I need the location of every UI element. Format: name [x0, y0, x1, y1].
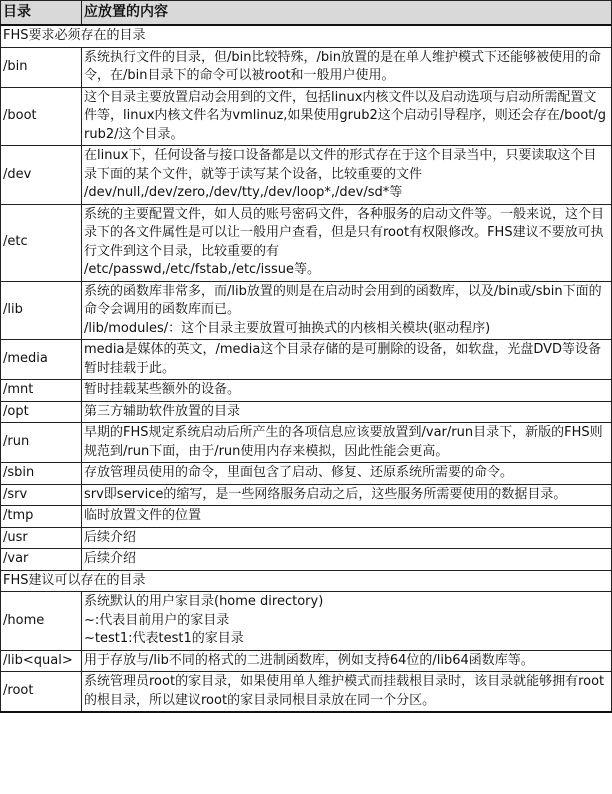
header-content: 应放置的内容 [82, 1, 612, 26]
directory-cell: /usr [1, 527, 82, 549]
description-line: 这个目录主要放置启动会用到的文件，包括linux内核文件以及启动选项与启动所需配置文件等，linux内核文件名为vmlinuz,如果使用grub2这个启动引导程序，则还会存在/boot/grub2/这个目录。 [84, 89, 607, 142]
directory-cell: /lib [1, 281, 82, 340]
table-row [1, 340, 612, 380]
description-cell [82, 47, 612, 87]
table-row [1, 463, 612, 485]
description-cell [82, 401, 612, 423]
description-line: 用于存放与/lib不同的格式的二进制函数库，例如支持64位的/lib64函数库等。 [84, 652, 534, 668]
description-line: 在linux下，任何设备与接口设备都是以文件的形式存在于这个目录当中，只要读取这个目录下面的某个文件，就等于读写某个设备，比较重要的文件 [84, 148, 597, 182]
directory-cell: /home [1, 592, 82, 651]
directory-cell: /var [1, 549, 82, 571]
table-row [1, 281, 612, 340]
directory-cell: /sbin [1, 463, 82, 485]
description-cell [82, 484, 612, 506]
section-title: FHS建议可以存在的目录 [1, 570, 612, 592]
description-line: 早期的FHS规定系统启动后所产生的各项信息应该要放置到/var/run目录下，新版的FHS则规范到/run下面，由于/run使用内存来模拟，因此性能会更高。 [84, 425, 603, 459]
description-line: ~test1:代表test1的家目录 [84, 631, 244, 646]
description-line: 系统执行文件的目录，但/bin比较特殊，/bin放置的是在单人维护模式下还能够被使用的命令，在/bin目录下的命令可以被root和一般用户使用。 [84, 49, 601, 83]
table-row [1, 592, 612, 651]
description-line: 第三方辅助软件放置的目录 [84, 403, 241, 419]
description-line: 后续介绍 [84, 551, 137, 566]
table-row [1, 87, 612, 146]
description-line: srv即service的缩写，是一些网络服务启动之后，这些服务所需要使用的数据目录。 [84, 486, 567, 502]
description-cell [82, 506, 612, 528]
description-line: 存放管理员使用的命令，里面包含了启动、修复、还原系统所需要的命令。 [84, 465, 514, 480]
description-line: 系统默认的用户家目录(home directory) [84, 594, 324, 609]
description-cell [82, 549, 612, 571]
table-row [1, 47, 612, 87]
header-row [1, 1, 612, 26]
table-row [1, 146, 612, 205]
description-line: /lib/modules/：这个目录主要放置可抽换式的内核相关模块(驱动程序) [84, 320, 491, 336]
description-line: ~:代表目前用户的家目录 [84, 612, 230, 628]
description-cell [82, 87, 612, 146]
table-row [1, 380, 612, 402]
description-line: 系统管理员root的家目录，如果使用单人维护模式而挂载根目录时，该目录就能够拥有root的根目录，所以建议root的家目录同根目录放在同一个分区。 [84, 674, 605, 708]
description-cell [82, 340, 612, 380]
description-line: /dev/null,/dev/zero,/dev/tty,/dev/loop*,/dev/sd*等 [84, 185, 403, 200]
table-row [1, 527, 612, 549]
description-line: 系统的主要配置文件，如人员的账号密码文件，各种服务的启动文件等。一般来说，这个目录下的各文件属性是可以让一般用户查看，但是只有root有权限修改。FHS建议不要放可执行文件到这个目录，比较重要的有 [84, 206, 605, 259]
description-cell [82, 672, 612, 713]
directory-cell: /media [1, 340, 82, 380]
description-line: 系统的函数库非常多，而/lib放置的则是在启动时会用到的函数库，以及/bin或/sbin下面的命令会调用的函数库而已。 [84, 283, 602, 317]
description-cell [82, 650, 612, 672]
directory-cell: /bin [1, 47, 82, 87]
directory-cell: /dev [1, 146, 82, 205]
directory-cell: /opt [1, 401, 82, 423]
description-line: media是媒体的英文，/media这个目录存储的是可删除的设备，如软盘，光盘DVD等设备暂时挂载于此。 [84, 342, 602, 376]
description-line: 临时放置文件的位置 [84, 508, 202, 523]
directory-cell: /mnt [1, 380, 82, 402]
description-cell [82, 380, 612, 402]
table-row [1, 401, 612, 423]
table-row [1, 650, 612, 672]
table-row [1, 549, 612, 571]
directory-cell: /run [1, 423, 82, 463]
description-cell [82, 281, 612, 340]
description-line: /etc/passwd,/etc/fstab,/etc/issue等。 [84, 262, 320, 277]
directory-cell: /boot [1, 87, 82, 146]
table-body [1, 25, 612, 712]
description-cell [82, 592, 612, 651]
description-cell [82, 423, 612, 463]
directory-cell: /etc [1, 204, 82, 281]
table-row [1, 506, 612, 528]
description-cell [82, 204, 612, 281]
directory-cell: /lib<qual> [1, 650, 82, 672]
table-row [1, 423, 612, 463]
section-title: FHS要求必须存在的目录 [1, 25, 612, 47]
header-directory: 目录 [1, 1, 82, 26]
description-line: 暂时挂载某些额外的设备。 [84, 382, 241, 397]
directory-cell: /tmp [1, 506, 82, 528]
section-row [1, 570, 612, 592]
table-row [1, 672, 612, 713]
section-row [1, 25, 612, 47]
description-cell [82, 146, 612, 205]
directory-cell: /srv [1, 484, 82, 506]
table-row [1, 484, 612, 506]
directory-cell: /root [1, 672, 82, 713]
description-cell [82, 527, 612, 549]
description-cell [82, 463, 612, 485]
description-line: 后续介绍 [84, 529, 137, 545]
table-row [1, 204, 612, 281]
